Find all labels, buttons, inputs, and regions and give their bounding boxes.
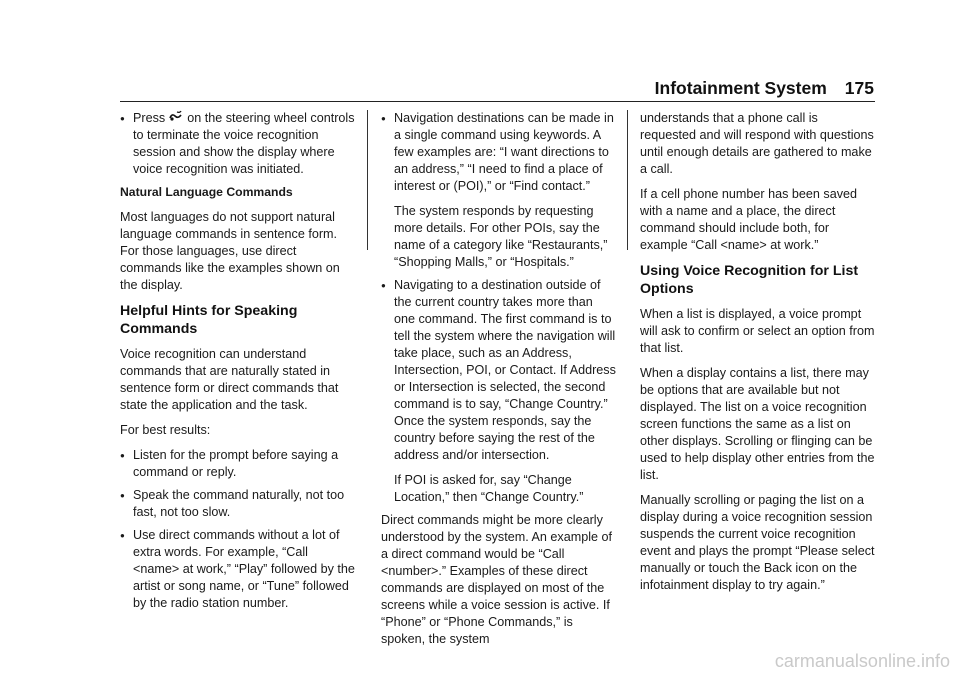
natural-language-heading: Natural Language Commands: [120, 185, 293, 200]
column-divider-2: [627, 110, 628, 250]
header-rule: [120, 101, 875, 102]
list-prompt-paragraph: When a list is displayed, a voice prompt will ask to confirm or select an option from that list.: [640, 307, 875, 355]
list-item: [381, 277, 617, 506]
section-title: Infotainment System: [654, 78, 827, 98]
helpful-hints-heading: Helpful Hints for Speaking Commands: [120, 303, 298, 338]
country-bullet-subtext: If POI is asked for, say “Change Location,” then “Change Country.”: [394, 473, 584, 504]
list-display-paragraph: When a display contains a list, there may be options that are available but not displayed. The list on a voice recognition screen functions the same as a list on other displays. Scrolling or flinging can be used to help display other entries from the list.: [640, 366, 875, 482]
page-number: 175: [844, 78, 874, 98]
page-header: [655, 78, 874, 99]
watermark: carmanualsonline.info: [774, 651, 950, 671]
navigation-list: [381, 110, 617, 506]
list-options-heading: Using Voice Recognition for List Options: [640, 263, 859, 297]
column-3: [640, 110, 876, 602]
direct-commands-paragraph: Direct commands might be more clearly understood by the system. An example of a direct command would be “Call <number>.” Examples of these direct commands are displayed on most of the screens while a voice session is active. If “Phone” or “Phone Commands,” is spoken, the system: [381, 513, 613, 646]
country-bullet-text: ● Navigating to a destination outside of the current country takes more than one command. The first command is to tell the system where the navigation will take place, such as an Address, Intersection, POI, or Contact. If Address or Intersection is selected, the second command is to say, “Change Country.” Once the system responds, say the country before saying the rest of the address and/or intersection.: [394, 278, 616, 462]
voice-recognition-icon: [168, 110, 184, 127]
press-rest-text: on the steering wheel controls to terminate the voice recognition session and show the display where voice recognition was initiated.: [133, 111, 355, 177]
list-item: ● Speak the command naturally, not too fast, not too slow.: [120, 487, 356, 521]
list-item: [381, 110, 617, 271]
bullet-list-press: [120, 110, 356, 178]
best-results-label: For best results:: [120, 423, 211, 438]
natural-language-paragraph: Most languages do not support natural language commands in sentence form. For those languages, use direct commands like the examples shown on the display.: [120, 210, 340, 293]
press-text: Press: [133, 111, 166, 125]
cell-number-paragraph: If a cell phone number has been saved with a name and a place, the direct command should include both, for example “Call <name> at work.”: [640, 187, 858, 252]
list-item: ● Listen for the prompt before saying a command or reply.: [120, 447, 356, 481]
phone-call-paragraph: understands that a phone call is requested and will respond with questions until enough details are gathered to make a call.: [640, 111, 874, 176]
list-item: ● Use direct commands without a lot of extra words. For example, “Call <name> at work,” “Play” followed by the artist or song name, or “Tune” followed by the radio station number.: [120, 527, 356, 612]
helpful-hints-paragraph: Voice recognition can understand commands that are naturally stated in sentence form or direct commands that state the application and the task.: [120, 347, 339, 413]
column-2: [381, 110, 617, 656]
navigation-bullet-text: ● Navigation destinations can be made in a single command using keywords. A few examples are: “I want directions to an address,” “I need to find a place of interest or (POI),” or “Find contact.”: [394, 111, 614, 193]
best-results-list: [120, 447, 356, 612]
column-divider-1: [367, 110, 368, 250]
navigation-bullet-subtext: The system responds by requesting more details. For other POIs, say the name of a category like “Restaurants,” “Shopping Malls,” or “Hospitals.”: [394, 204, 608, 269]
list-item: [120, 110, 356, 178]
manual-scroll-paragraph: Manually scrolling or paging the list on a display during a voice recognition session suspends the current voice recognition event and plays the prompt “Please select manually or touch the Back icon on the infotainment display to try again.”: [640, 493, 875, 592]
column-1: [120, 110, 356, 618]
